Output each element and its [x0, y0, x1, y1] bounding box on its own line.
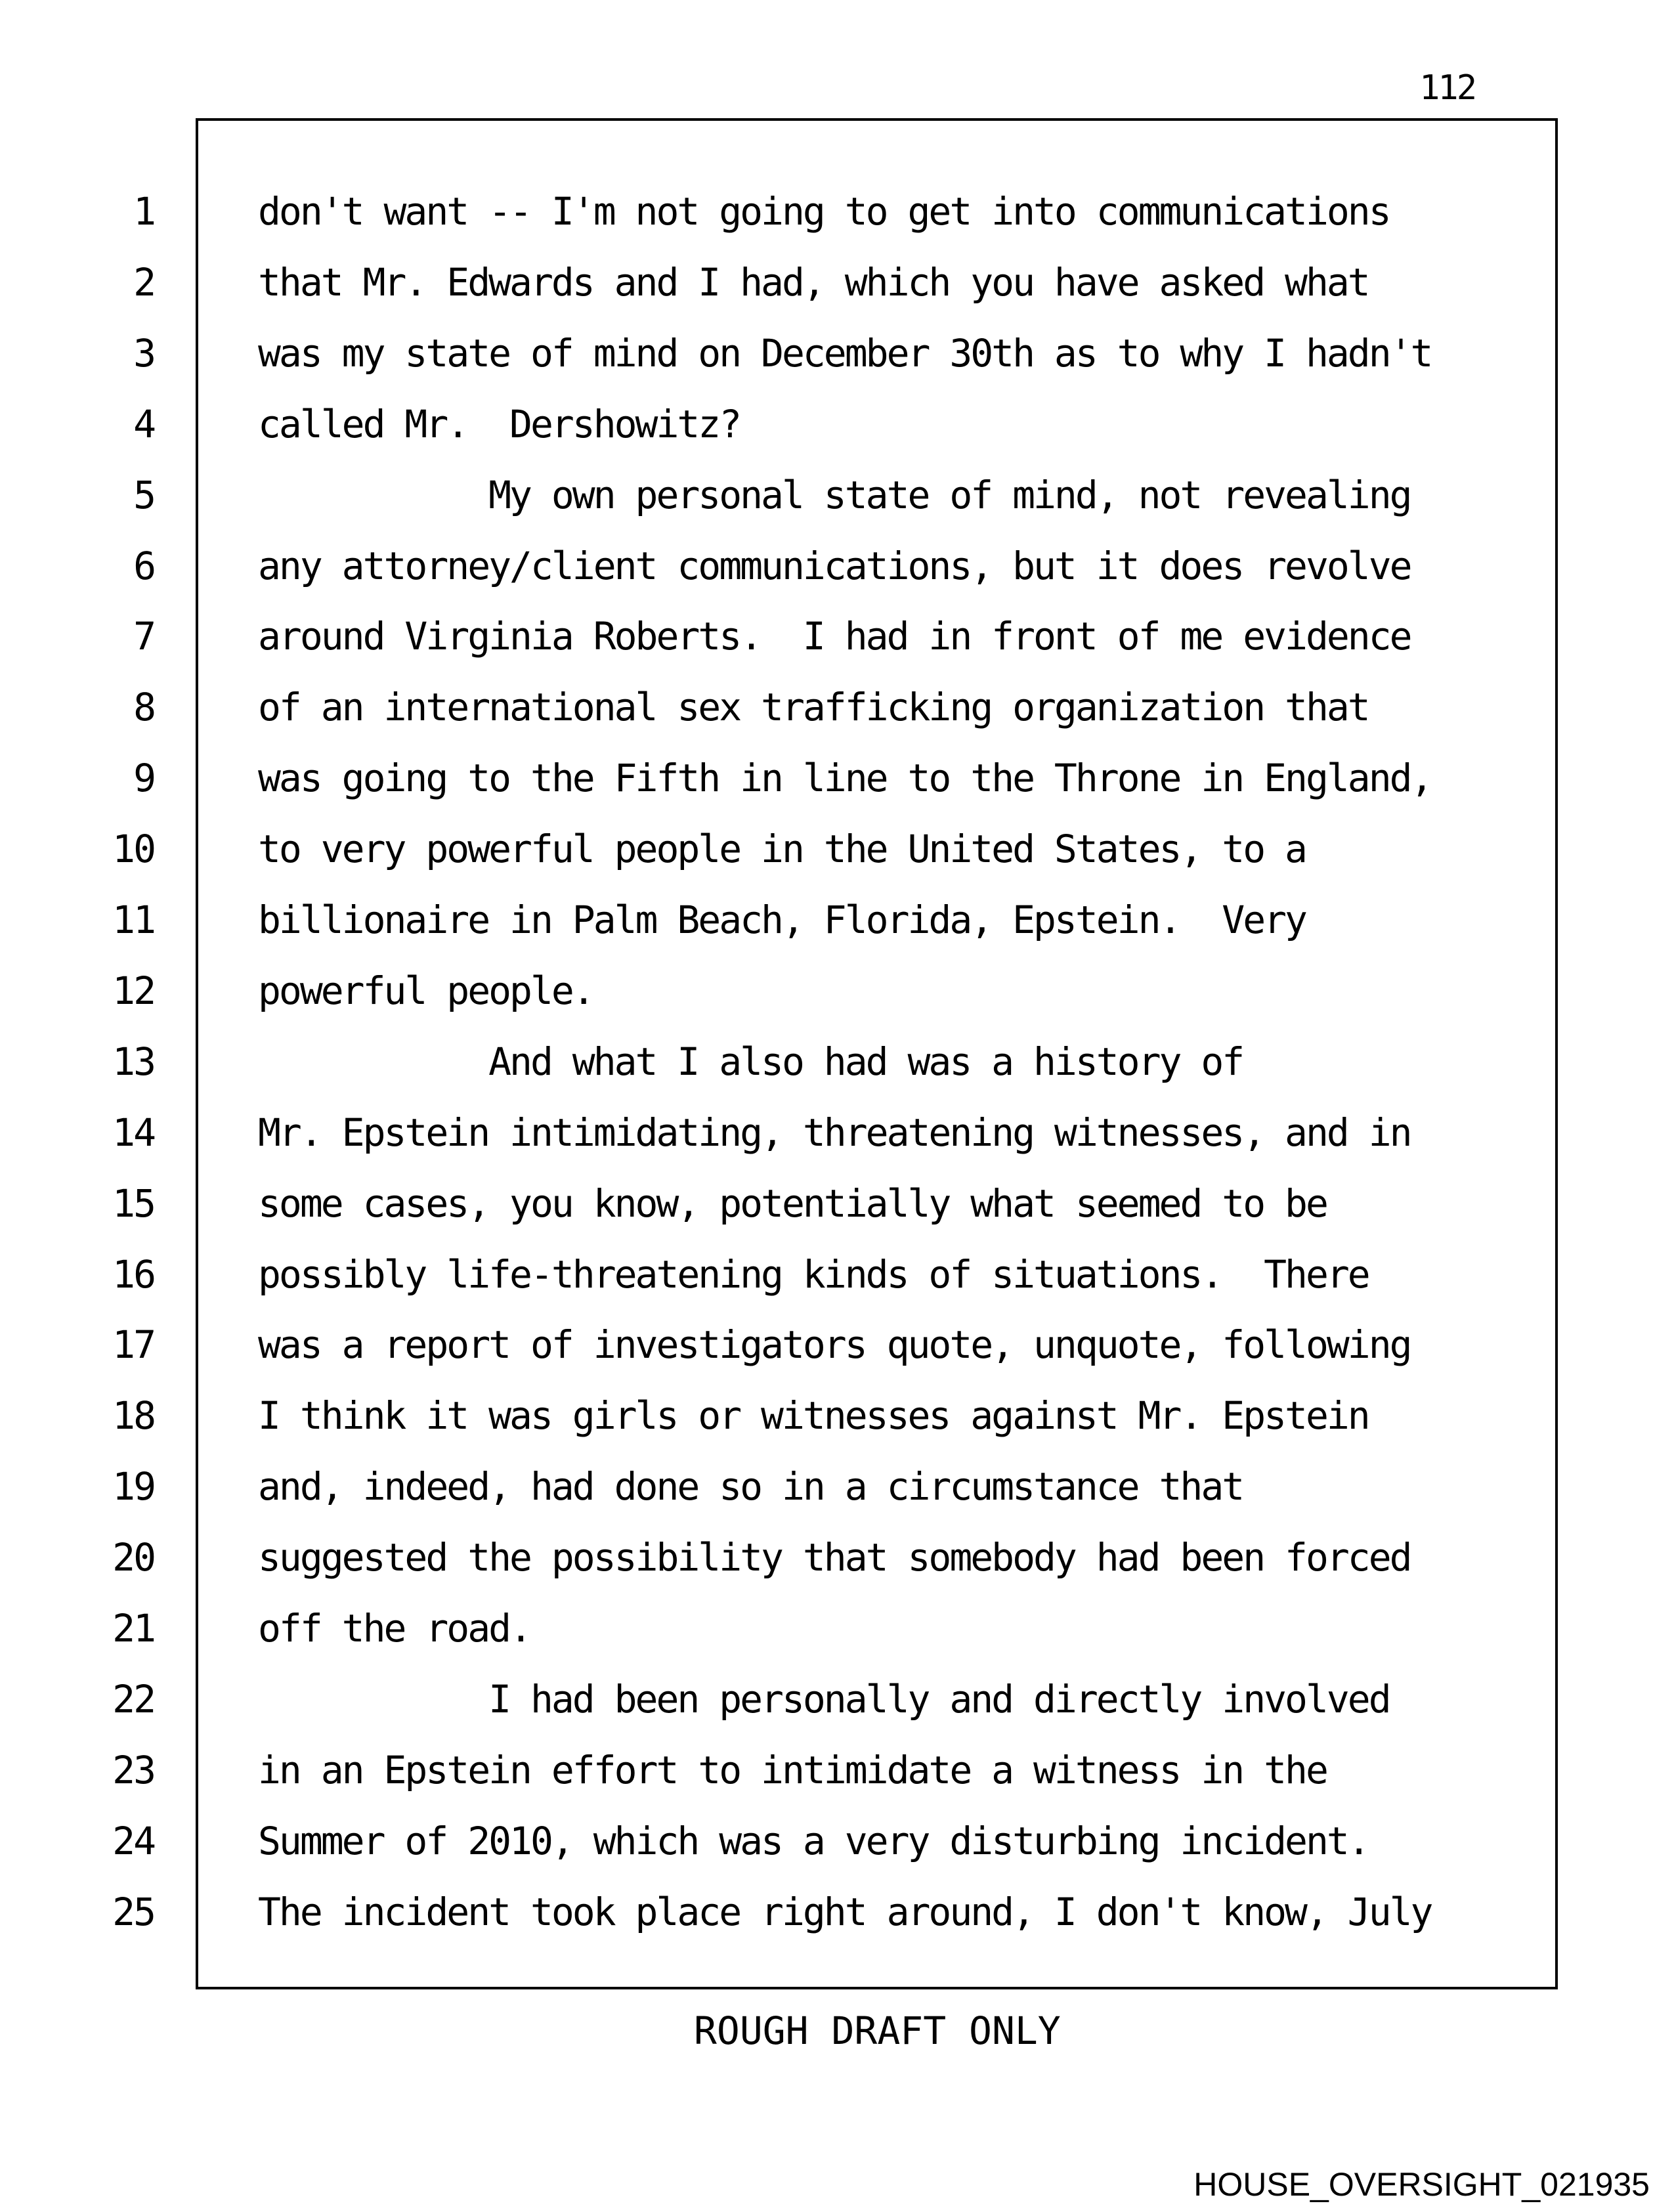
line-number: 10 — [112, 827, 154, 871]
line-row — [0, 1451, 1674, 1522]
line-row — [0, 884, 1674, 955]
line-number: 23 — [112, 1748, 154, 1792]
draft-watermark: ROUGH DRAFT ONLY — [694, 2008, 1061, 2053]
line-number: 7 — [133, 614, 154, 659]
line-number: 14 — [112, 1110, 154, 1155]
line-number: 17 — [112, 1322, 154, 1367]
line-text: of an international sex trafficking organization that — [258, 685, 1369, 729]
line-number: 24 — [112, 1819, 154, 1863]
line-row — [0, 531, 1674, 601]
line-row — [0, 1380, 1674, 1451]
line-text: any attorney/client communications, but it does revolve — [258, 544, 1411, 588]
line-number: 19 — [112, 1464, 154, 1509]
line-text: Summer of 2010, which was a very disturbing incident. — [258, 1819, 1369, 1863]
line-text: to very powerful people in the United States, to a — [258, 827, 1306, 871]
page-number: 112 — [1419, 68, 1475, 108]
line-text: that Mr. Edwards and I had, which you have asked what — [258, 260, 1369, 305]
line-number: 21 — [112, 1606, 154, 1651]
line-row — [0, 1168, 1674, 1239]
line-text: was going to the Fifth in line to the Throne in England, — [258, 756, 1432, 800]
line-text: some cases, you know, potentially what seemed to be — [258, 1181, 1327, 1226]
line-text: powerful people. — [258, 968, 593, 1013]
line-number: 8 — [133, 685, 154, 729]
line-number: 3 — [133, 331, 154, 376]
bates-number: HOUSE_OVERSIGHT_021935 — [1193, 2166, 1650, 2203]
line-number: 18 — [112, 1393, 154, 1438]
line-text: I think it was girls or witnesses against Mr. Epstein — [258, 1393, 1369, 1438]
line-row — [0, 460, 1674, 531]
line-row — [0, 1735, 1674, 1806]
line-row — [0, 1239, 1674, 1310]
line-text: around Virginia Roberts. I had in front of me evidence — [258, 614, 1411, 659]
line-text: And what I also had was a history of — [258, 1039, 1243, 1084]
line-text: off the road. — [258, 1606, 530, 1651]
line-text: was a report of investigators quote, unquote, following — [258, 1322, 1411, 1367]
line-text: I had been personally and directly involved — [258, 1677, 1390, 1722]
line-row — [0, 601, 1674, 672]
line-number: 5 — [133, 473, 154, 517]
line-number: 25 — [112, 1890, 154, 1934]
line-row — [0, 389, 1674, 460]
line-row — [0, 1522, 1674, 1593]
line-row — [0, 247, 1674, 318]
line-row — [0, 1664, 1674, 1735]
line-number: 16 — [112, 1252, 154, 1297]
line-number: 22 — [112, 1677, 154, 1722]
line-row — [0, 1026, 1674, 1097]
line-number: 11 — [112, 898, 154, 942]
line-number: 6 — [133, 544, 154, 588]
line-text: possibly life-threatening kinds of situations. There — [258, 1252, 1369, 1297]
line-row — [0, 1593, 1674, 1664]
line-row — [0, 176, 1674, 247]
line-text: billionaire in Palm Beach, Florida, Epstein. Very — [258, 898, 1306, 942]
line-number: 12 — [112, 968, 154, 1013]
line-row — [0, 1806, 1674, 1876]
line-text: don't want -- I'm not going to get into communications — [258, 189, 1390, 234]
line-number: 2 — [133, 260, 154, 305]
line-text: was my state of mind on December 30th as to why I hadn't — [258, 331, 1432, 376]
line-number: 9 — [133, 756, 154, 800]
line-row — [0, 318, 1674, 389]
line-number: 4 — [133, 402, 154, 446]
line-text: Mr. Epstein intimidating, threatening witnesses, and in — [258, 1110, 1411, 1155]
line-text: The incident took place right around, I don't know, July — [258, 1890, 1432, 1934]
line-row — [0, 1876, 1674, 1947]
line-number: 20 — [112, 1535, 154, 1580]
line-row — [0, 1309, 1674, 1380]
line-text: called Mr. Dershowitz? — [258, 402, 740, 446]
line-row — [0, 955, 1674, 1026]
line-text: and, indeed, had done so in a circumstance that — [258, 1464, 1243, 1509]
line-number: 15 — [112, 1181, 154, 1226]
line-row — [0, 813, 1674, 884]
line-row — [0, 672, 1674, 743]
line-text: in an Epstein effort to intimidate a witness in the — [258, 1748, 1327, 1792]
line-number: 1 — [133, 189, 154, 234]
line-number: 13 — [112, 1039, 154, 1084]
line-text: My own personal state of mind, not revealing — [258, 473, 1411, 517]
line-row — [0, 743, 1674, 813]
line-row — [0, 1097, 1674, 1168]
line-text: suggested the possibility that somebody had been forced — [258, 1535, 1411, 1580]
